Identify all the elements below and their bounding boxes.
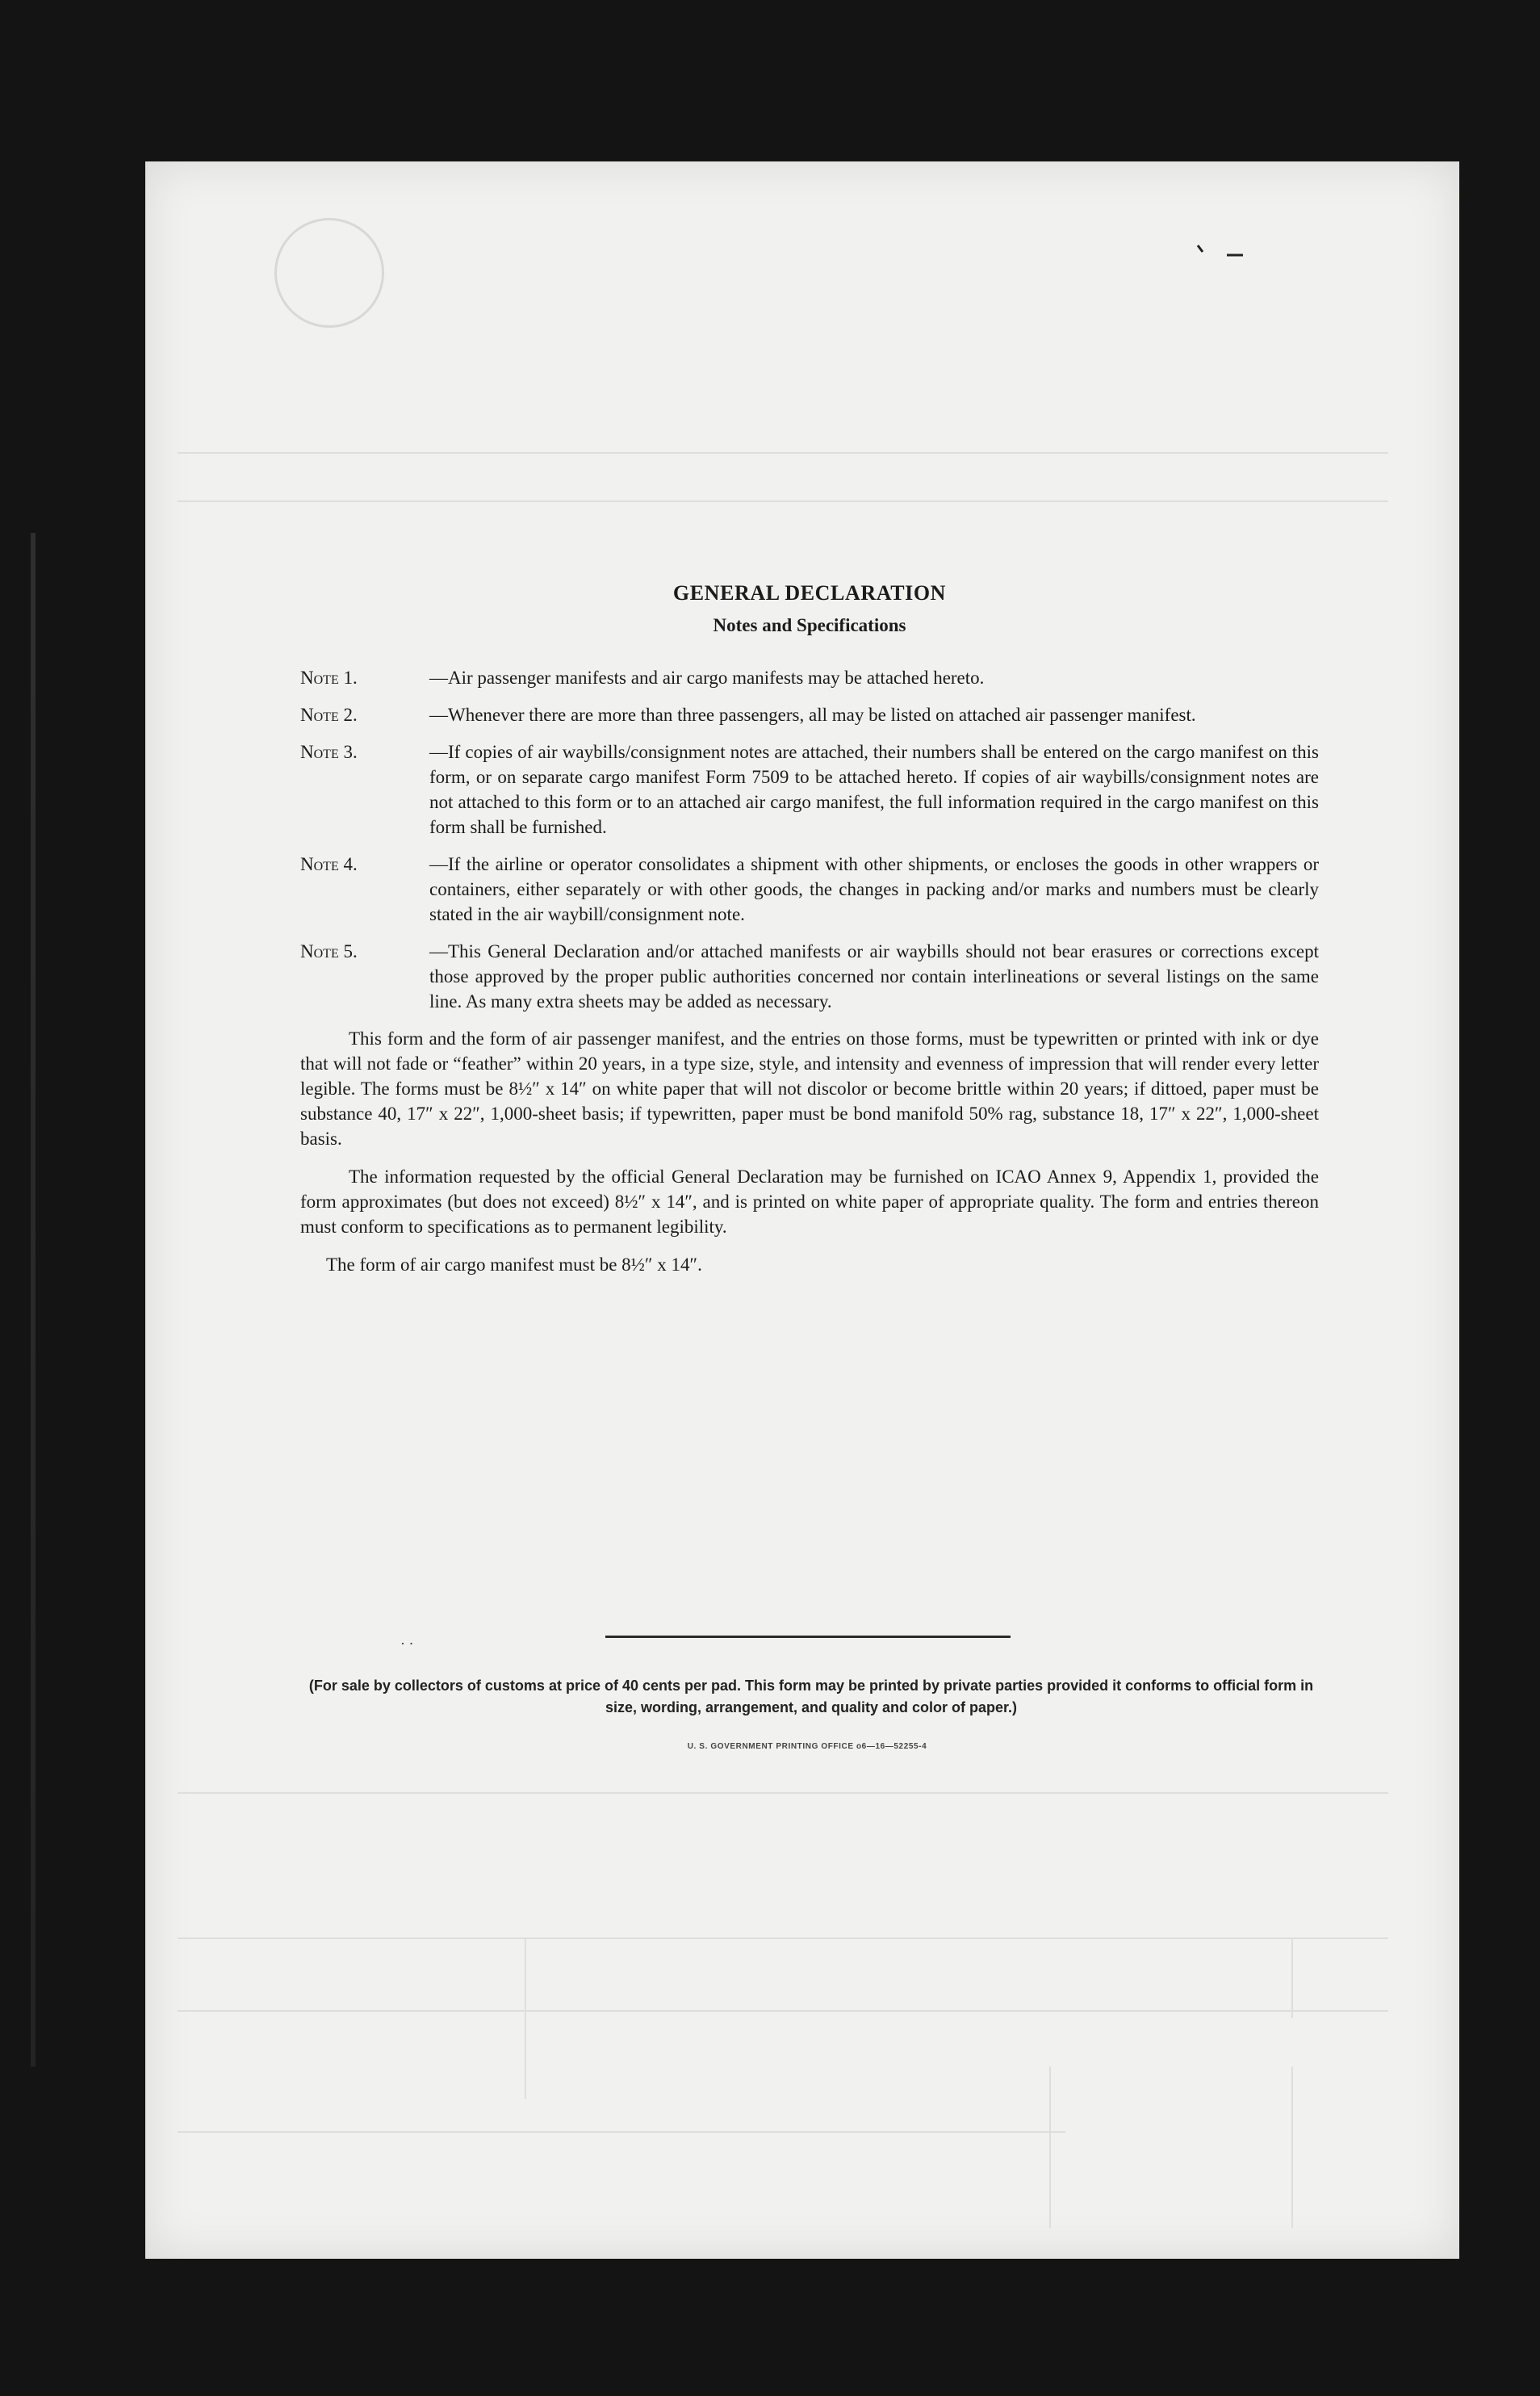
paragraph-icao-annex: The information requested by the official General Declaration may be furnished on ICAO Annex 9, Appendix 1, provided the form approximates (but does not exceed) 8½″ x 14″, and is printed on white paper of appropriate quality. The form and entries thereon must conform to specifications as to permanent legibility. (300, 1167, 1319, 1237)
pen-mark (1195, 241, 1251, 260)
bleed-rule (178, 452, 1388, 454)
note-text: —If copies of air waybills/consignment notes are attached, their numbers shall be entered on the cargo manifest on this form, or on separate cargo manifest Form 7509 to be attached hereto. If copies of air waybills/consignment notes are not attached to this form or to an attached air cargo manifest, the full information required in the cargo manifest on this form shall be furnished. (429, 742, 1319, 837)
note-text: —This General Declaration and/or attached manifests or air waybills should not bear erasures or corrections except those approved by the proper public authorities concerned nor contain interlineations or several listings on the same line. As many extra sheets may be added as necessary. (429, 941, 1319, 1012)
bleed-rule (178, 2010, 1388, 2012)
declaration-notes (300, 581, 1319, 1290)
note-text: —Whenever there are more than three passengers, all may be listed on attached air passenger manifest. (429, 705, 1196, 725)
stray-dots: · · (400, 1636, 414, 1652)
note-label: Note 2. (300, 705, 358, 725)
bleed-rule (178, 2131, 1065, 2133)
paragraph-typewritten-requirements: This form and the form of air passenger manifest, and the entries on those forms, must be typewritten or printed with ink or dye that will not fade or “feather” within 20 years, in a type size, style, and intensity and evenness of impression that will render every letter legible. The forms must be 8½″ x 14″ on white paper that will not discolor or become brittle within 20 years; if dittoed, paper must be substance 40, 17″ x 22″, 1,000-sheet basis; if typewritten, paper must be bond manifold 50% rag, substance 18, 17″ x 22″, 1,000-sheet basis. (300, 1028, 1319, 1149)
bleed-rule (178, 1792, 1388, 1794)
page-subtitle: Notes and Specifications (713, 615, 906, 635)
bleed-rule (178, 501, 1388, 502)
paragraph-cargo-manifest-size: The form of air cargo manifest must be 8½″ x 14″. (326, 1255, 702, 1275)
bleed-rule (178, 1937, 1388, 1939)
note-4 (300, 852, 1319, 927)
note-label: Note 5. (300, 941, 358, 961)
note-2 (300, 702, 1319, 727)
note-label: Note 1. (300, 668, 358, 688)
bleed-rule (1291, 1937, 1293, 2018)
bleed-rule (1049, 2067, 1051, 2228)
scan-edge (31, 533, 36, 2067)
note-1 (300, 665, 1319, 690)
bleed-rule (525, 1937, 526, 2099)
note-text: —If the airline or operator consolidates a shipment with other shipments, or encloses the goods in other wrappers or containers, either separately or with other goods, the changes in packing and/or marks and numbers must be clearly stated in the air waybill/consignment note. (429, 854, 1319, 924)
note-text: —Air passenger manifests and air cargo manifests may be attached hereto. (429, 668, 985, 688)
printer-imprint: U. S. GOVERNMENT PRINTING OFFICE o6—16—52255-4 (687, 1742, 927, 1751)
bleed-rule (1291, 2067, 1293, 2228)
handwritten-number-mark (274, 218, 384, 328)
sale-notice: (For sale by collectors of customs at price of 40 cents per pad. This form may be printed by private parties provided it conforms to official form in size, wording, arrangement, and quality and color of paper.) (308, 1678, 1314, 1715)
note-5 (300, 939, 1319, 1014)
document-page (145, 161, 1459, 2259)
note-label: Note 3. (300, 742, 358, 762)
note-label: Note 4. (300, 854, 358, 874)
note-3 (300, 739, 1319, 840)
divider-rule (605, 1636, 1011, 1638)
page-title: GENERAL DECLARATION (672, 581, 947, 605)
